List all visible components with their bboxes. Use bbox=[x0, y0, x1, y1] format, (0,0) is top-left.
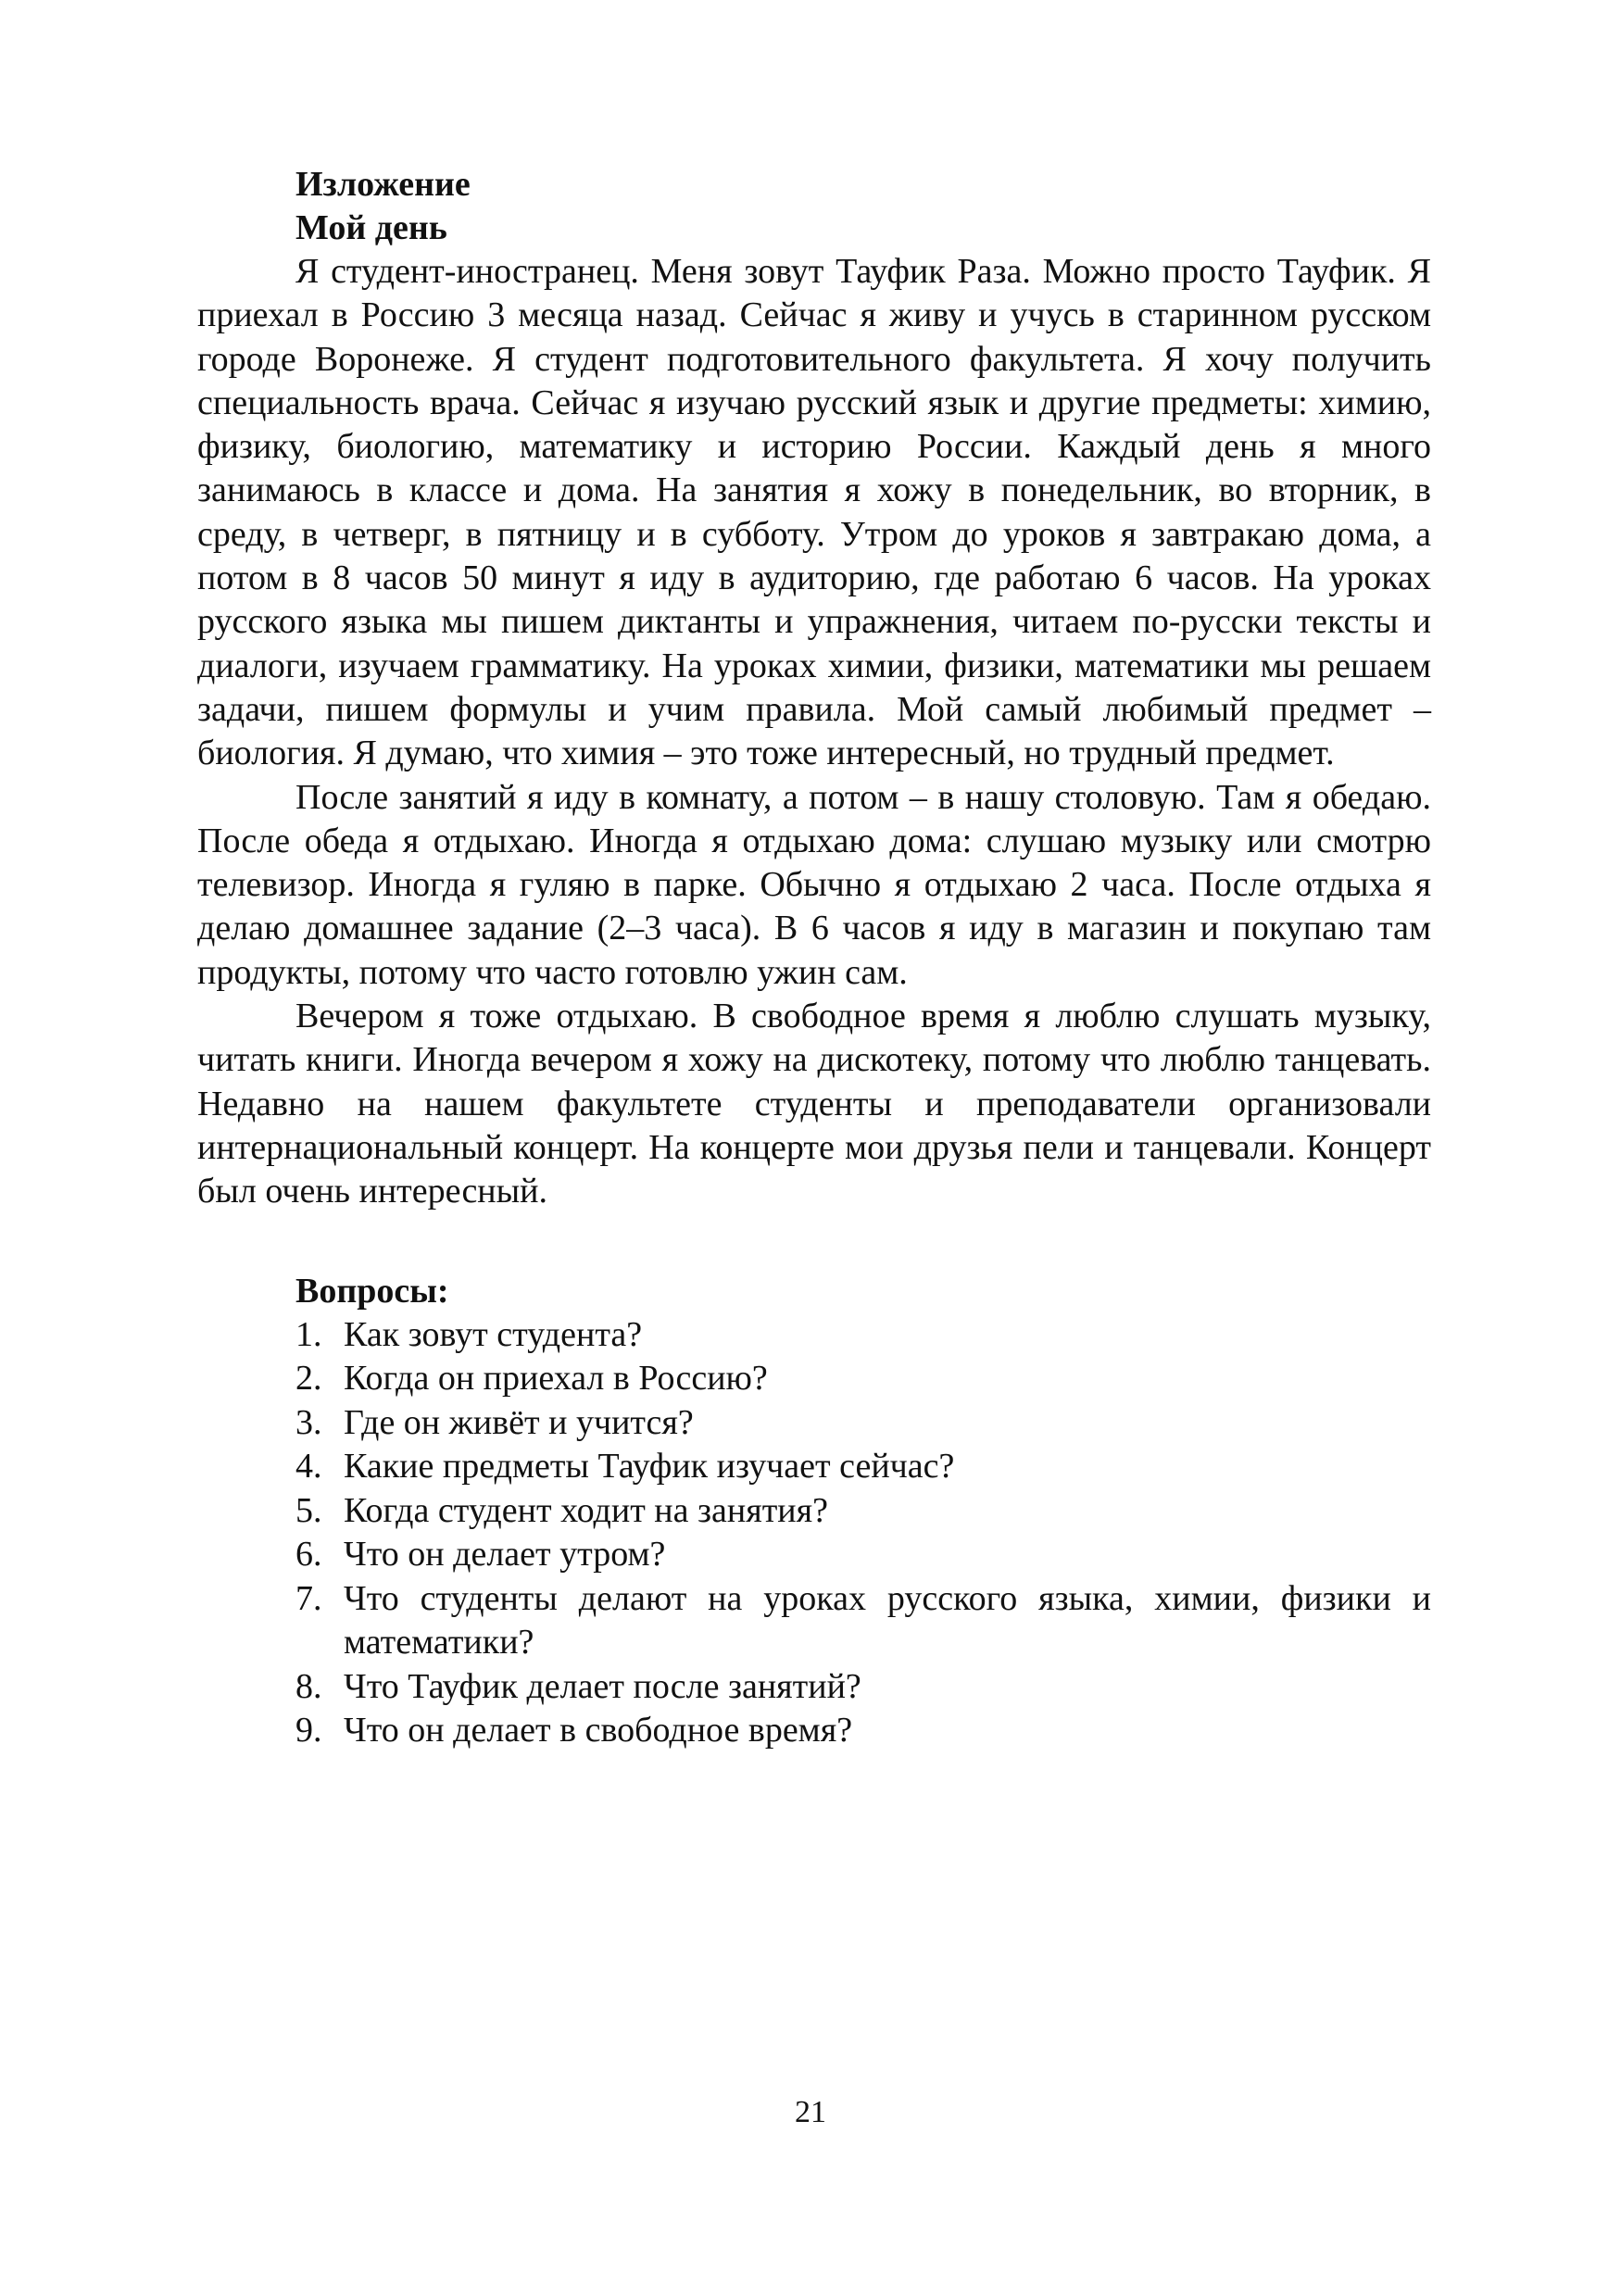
paragraph-2: После занятий я иду в комнату, а потом – в нашу столовую. Там я обедаю. После обеда я отдыхаю. Иногда я отдыхаю дома: слушаю музыку или смотрю телевизор. Иногда я гуляю в парке. Обычно я отдыхаю 2 часа. После отдыха я делаю домашнее задание (2–3 часа). В 6 часов я иду в магазин и покупаю там продукты, потому что часто готовлю ужин сам. bbox=[197, 777, 1431, 992]
question-text: Что он делает в свободное время? bbox=[344, 1711, 853, 1750]
question-text: Когда студент ходит на занятия? bbox=[344, 1490, 828, 1530]
question-item bbox=[295, 1577, 1431, 1665]
question-item bbox=[295, 1709, 1431, 1753]
question-number: 5. bbox=[295, 1490, 322, 1530]
question-text: Где он живёт и учится? bbox=[344, 1402, 694, 1442]
question-item bbox=[295, 1489, 1431, 1534]
question-number: 1. bbox=[295, 1314, 322, 1354]
question-number: 2. bbox=[295, 1359, 322, 1399]
question-item bbox=[295, 1533, 1431, 1577]
page-number: 21 bbox=[795, 2095, 826, 2129]
question-number: 4. bbox=[295, 1447, 322, 1487]
question-item bbox=[295, 1665, 1431, 1710]
question-text: Как зовут студента? bbox=[344, 1314, 643, 1354]
document-type-heading: Изложение bbox=[295, 165, 471, 204]
question-number: 3. bbox=[295, 1402, 322, 1442]
question-text: Какие предметы Тауфик изучает сейчас? bbox=[344, 1447, 955, 1487]
question-text: Что он делает утром? bbox=[344, 1535, 666, 1575]
page-content bbox=[197, 163, 1431, 1753]
question-item bbox=[295, 1401, 1431, 1446]
questions-heading: Вопросы: bbox=[295, 1271, 449, 1311]
question-item bbox=[295, 1313, 1431, 1358]
question-number: 8. bbox=[295, 1666, 322, 1706]
question-item bbox=[295, 1357, 1431, 1401]
question-number: 7. bbox=[295, 1578, 322, 1618]
document-title: Мой день bbox=[295, 208, 447, 247]
question-number: 6. bbox=[295, 1535, 322, 1575]
question-text: Что студенты делают на уроках русского языка, химии, физики и математики? bbox=[344, 1578, 1431, 1662]
paragraph-1: Я студент-иностранец. Меня зовут Тауфик Раза. Можно просто Тауфик. Я приехал в Россию 3 месяца назад. Сейчас я живу и учусь в старинном русском городе Воронеже. Я студент подготовительного факультета. Я хочу получить специальность врача. Сейчас я изучаю русский язык и другие предметы: химию, физику, биологию, математику и историю России. Каждый день я много занимаюсь в классе и дома. На занятия я хожу в понедельник, во вторник, в среду, в четверг, в пятницу и в субботу. Утром до уроков я завтракаю дома, а потом в 8 часов 50 минут я иду в аудиторию, где работаю 6 часов. На уроках русского языка мы пишем диктанты и упражнения, читаем по-русски тексты и диалоги, изучаем грамматику. На уроках химии, физики, математики мы решаем задачи, пишем формулы и учим правила. Мой самый любимый предмет – биология. Я думаю, что химия – это тоже интересный, но трудный предмет. bbox=[197, 252, 1431, 773]
question-item bbox=[295, 1445, 1431, 1489]
question-text: Что Тауфик делает после занятий? bbox=[344, 1666, 861, 1706]
question-number: 9. bbox=[295, 1711, 322, 1750]
questions-list bbox=[295, 1313, 1431, 1753]
paragraph-3: Вечером я тоже отдыхаю. В свободное время я люблю слушать музыку, читать книги. Иногда вечером я хожу на дискотеку, потому что люблю танцевать. Недавно на нашем факультете студенты и преподаватели организовали интернациональный концерт. На концерте мои друзья пели и танцевали. Концерт был очень интересный. bbox=[197, 997, 1431, 1211]
question-text: Когда он приехал в Россию? bbox=[344, 1359, 768, 1399]
